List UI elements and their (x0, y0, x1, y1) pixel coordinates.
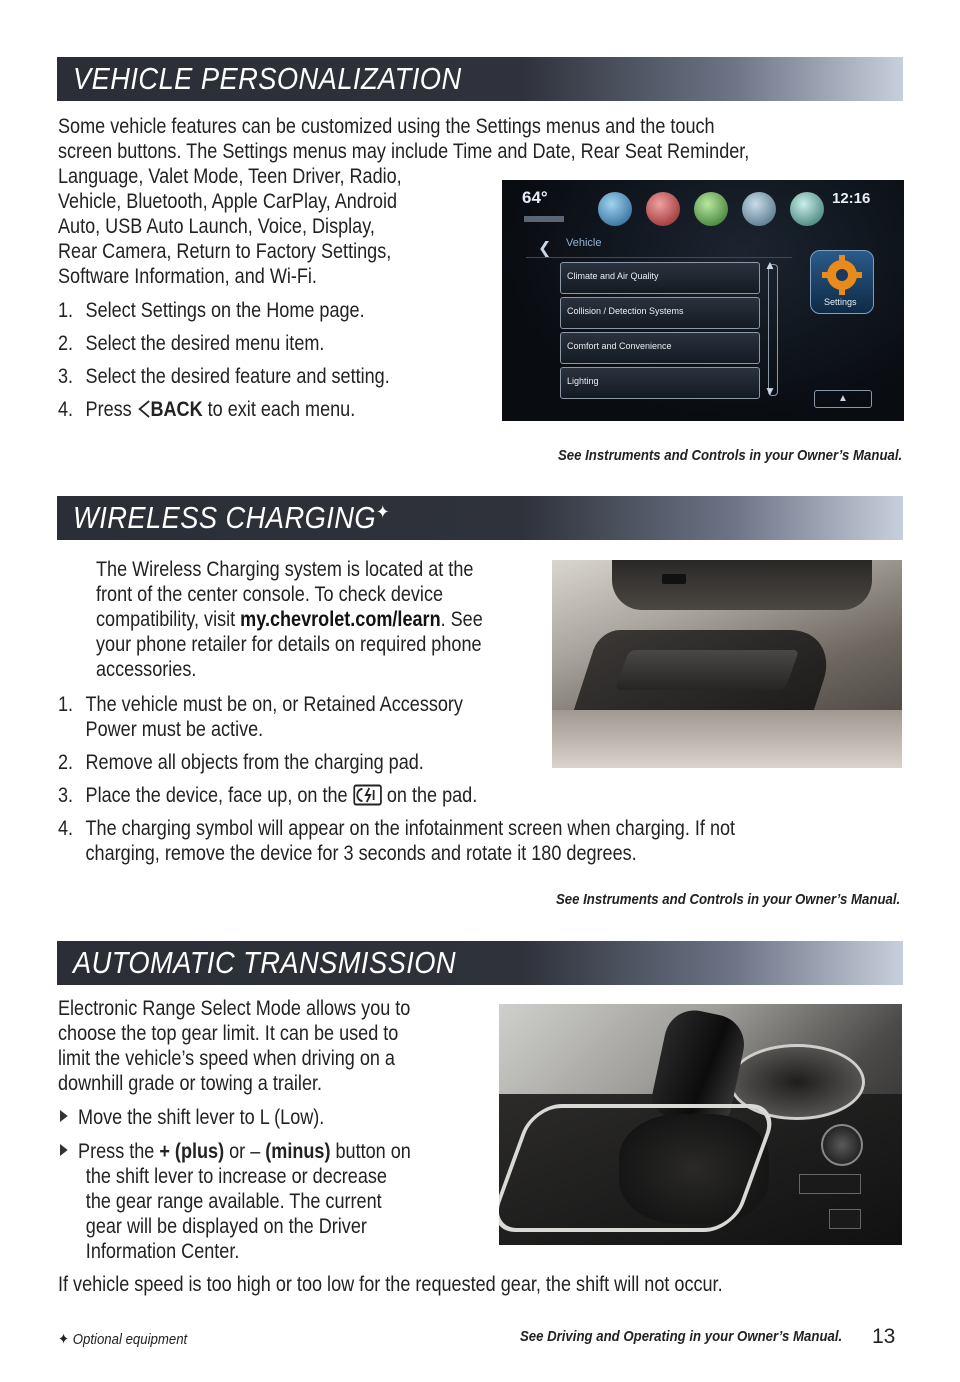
optional-equipment-mark: ✦ (376, 502, 390, 522)
bullet-text: Information Center. (85, 1240, 240, 1263)
step-number: 2. (58, 332, 74, 355)
screen-menu-item (560, 367, 760, 399)
step-item (58, 783, 477, 808)
step-item (58, 331, 324, 356)
settings-icon-label: Settings (824, 297, 857, 307)
optional-equipment-note (58, 1330, 187, 1348)
bullet-item (60, 1139, 507, 1264)
section-title-text: WIRELESS CHARGING (73, 500, 377, 535)
bullet-text: gear will be displayed on the Driver (85, 1215, 367, 1238)
screen-home-button: ▲ (814, 390, 872, 408)
screen-menu-item (560, 297, 760, 329)
screen-menu-item (560, 262, 760, 294)
section-title: VEHICLE PERSONALIZATION (73, 61, 462, 96)
intro-line: The Wireless Charging system is located at the (96, 558, 474, 581)
intro-paragraph (58, 996, 505, 1096)
status-icons (524, 216, 564, 222)
bullet-text: the shift lever to increase or decrease (85, 1165, 387, 1188)
step-number: 4. (58, 398, 74, 421)
intro-line: downhill grade or towing a trailer. (58, 1072, 323, 1095)
step-text: Remove all objects from the charging pad. (85, 751, 424, 774)
screen-menu-item (560, 332, 760, 364)
step-text: Select the desired feature and setting. (85, 365, 390, 388)
manual-reference: See Instruments and Controls in your Owner’s Manual. (555, 891, 900, 908)
step-text: on the pad. (381, 784, 478, 807)
scroll-down-icon: ▼ (764, 384, 776, 398)
step-item (58, 750, 574, 775)
back-chevron-icon (137, 400, 151, 418)
screen-menu-label: Lighting (567, 376, 599, 386)
intro-line: Rear Camera, Return to Factory Settings, (58, 240, 392, 263)
park-brake-button (829, 1209, 861, 1229)
intro-line: front of the center console. To check device (96, 583, 444, 606)
bullet-item (60, 1105, 324, 1130)
step-text: Select Settings on the Home page. (85, 299, 365, 322)
step-number: 2. (58, 751, 74, 774)
intro-line: accessories. (96, 658, 197, 681)
intro-line: choose the top gear limit. It can be used to (58, 1022, 399, 1045)
step-text: Select the desired menu item. (85, 332, 325, 355)
optional-equipment-mark: ✦ (58, 1331, 70, 1348)
intro-line: Auto, USB Auto Launch, Voice, Display, (58, 215, 375, 238)
screen-scrollbar (768, 264, 778, 396)
section-title: AUTOMATIC TRANSMISSION (73, 945, 457, 980)
bullet-text: button on (330, 1140, 411, 1163)
step-text: Power must be active. (85, 718, 264, 741)
gear-shifter-photo (499, 1004, 902, 1245)
closing-paragraph: If vehicle speed is too high or too low for the requested gear, the shift will not occur. (58, 1273, 723, 1296)
step-item (58, 298, 365, 323)
scroll-up-icon: ▲ (764, 258, 776, 272)
camera-app-icon (790, 192, 824, 226)
screen-back-chevron-icon: ❮ (538, 240, 552, 257)
charging-pad-icon (353, 784, 382, 806)
settings-gear-icon (810, 250, 874, 314)
chrome-trim (499, 1104, 780, 1232)
step-item (58, 397, 355, 422)
phone-app-icon (598, 192, 632, 226)
intro-line (96, 607, 578, 632)
control-buttons (799, 1174, 861, 1194)
screen-temperature: 64° (522, 188, 548, 207)
bullet-text: the gear range available. The current (85, 1190, 382, 1213)
bullet-text: Press the (78, 1140, 160, 1163)
intro-paragraph (96, 557, 578, 682)
section-header-vehicle-personalization (57, 57, 903, 101)
console-armrest-edge (552, 710, 902, 768)
intro-line: your phone retailer for details on required phone (96, 633, 482, 656)
step-text: Place the device, face up, on the (85, 784, 353, 807)
chevrolet-learn-link[interactable]: my.chevrolet.com/learn (240, 608, 441, 631)
optional-equipment-text: Optional equipment (72, 1331, 188, 1348)
step-text: to exit each menu. (202, 398, 356, 421)
intro-line: Vehicle, Bluetooth, Apple CarPlay, Android (58, 190, 398, 213)
step-number: 1. (58, 693, 74, 716)
usb-ports (662, 574, 686, 584)
page-number: 13 (872, 1325, 896, 1348)
console-top (612, 560, 872, 610)
intro-line: Language, Valet Mode, Teen Driver, Radio, (58, 165, 402, 188)
plus-label: + (plus) (159, 1140, 225, 1163)
infotainment-screen-image (502, 180, 904, 421)
control-knob (821, 1124, 863, 1166)
climate-app-icon (742, 192, 776, 226)
minus-label: (minus) (265, 1140, 331, 1163)
section-header-wireless-charging (57, 496, 903, 540)
section-title (73, 500, 390, 536)
audio-app-icon (646, 192, 680, 226)
charging-pad-photo (552, 560, 902, 768)
manual-reference: See Driving and Operating in your Owner’s Manual. (519, 1328, 842, 1345)
step-text: charging, remove the device for 3 seconds and rotate it 180 degrees. (85, 842, 637, 865)
intro-line: Some vehicle features can be customized using the Settings menus and the touch (58, 115, 715, 138)
charging-mat (615, 650, 800, 690)
screen-menu-label: Collision / Detection Systems (567, 306, 684, 316)
intro-line: screen buttons. The Settings menus may include Time and Date, Rear Seat Reminder, (58, 140, 750, 163)
intro-line: limit the vehicle’s speed when driving on a (58, 1047, 395, 1070)
intro-text: . See (440, 608, 483, 631)
screen-divider (526, 257, 792, 258)
screen-back-label: Vehicle (566, 237, 602, 249)
bullet-text: Move the shift lever to L (Low). (78, 1106, 325, 1129)
step-number: 4. (58, 817, 74, 840)
nav-app-icon (694, 192, 728, 226)
bullet-arrow-icon (60, 1110, 68, 1122)
bullet-text: or – (224, 1140, 266, 1163)
step-item (58, 692, 574, 741)
manual-reference: See Instruments and Controls in your Owner’s Manual. (557, 447, 902, 464)
step-number: 3. (58, 784, 74, 807)
intro-line: Software Information, and Wi-Fi. (58, 265, 317, 288)
step-text: The vehicle must be on, or Retained Accessory (85, 693, 463, 716)
app-icon-row (598, 192, 848, 232)
screen-menu-label: Climate and Air Quality (567, 271, 659, 281)
step-number: 1. (58, 299, 74, 322)
step-item (58, 816, 918, 865)
screen-time: 12:16 (832, 190, 871, 207)
bullet-arrow-icon (60, 1144, 68, 1156)
back-label: BACK (150, 398, 203, 421)
step-item (58, 364, 390, 389)
screen-menu-label: Comfort and Convenience (567, 341, 672, 351)
step-text: Press (85, 398, 137, 421)
section-header-automatic-transmission (57, 941, 903, 985)
intro-text: compatibility, visit (96, 608, 241, 631)
intro-line: Electronic Range Select Mode allows you to (58, 997, 411, 1020)
step-number: 3. (58, 365, 74, 388)
step-text: The charging symbol will appear on the infotainment screen when charging. If not (85, 817, 736, 840)
